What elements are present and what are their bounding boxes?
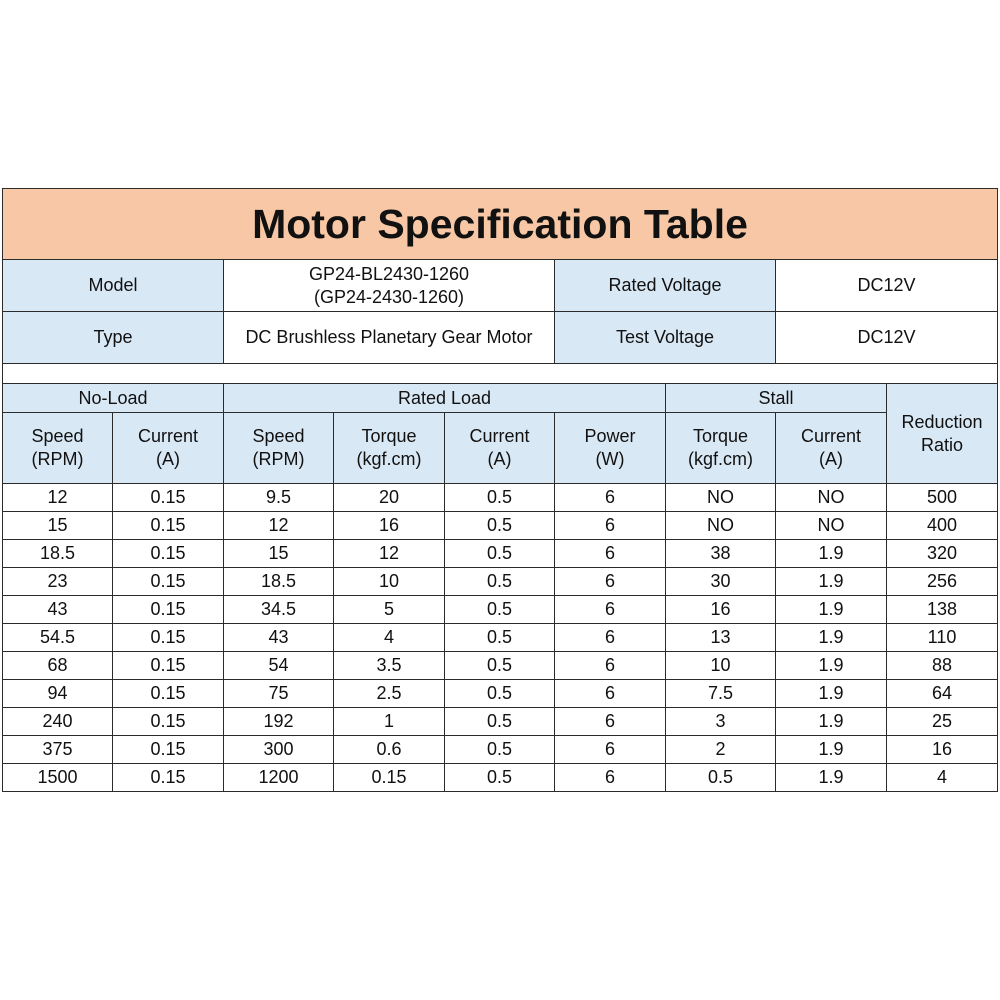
test-voltage-value: DC12V xyxy=(776,312,998,364)
rated-load-header: Rated Load xyxy=(224,384,666,413)
table-cell: 0.5 xyxy=(445,596,555,624)
table-cell: 375 xyxy=(3,736,113,764)
table-cell: 3 xyxy=(666,708,776,736)
table-row xyxy=(3,680,998,708)
table-cell: 0.15 xyxy=(113,736,224,764)
table-cell: 0.15 xyxy=(113,512,224,540)
table-cell: 0.5 xyxy=(445,652,555,680)
table-cell: 6 xyxy=(555,624,666,652)
column-header-line1: Speed xyxy=(252,426,305,446)
column-header-line1: Current xyxy=(469,426,530,446)
table-cell: 2 xyxy=(666,736,776,764)
table-cell: 18.5 xyxy=(224,568,334,596)
table-cell: 18.5 xyxy=(3,540,113,568)
motor-spec-table xyxy=(2,188,998,792)
table-cell: 1.9 xyxy=(776,624,887,652)
table-cell: 15 xyxy=(3,512,113,540)
table-cell: 64 xyxy=(887,680,998,708)
column-header-line2: (A) xyxy=(487,449,512,469)
table-cell: 15 xyxy=(224,540,334,568)
table-row xyxy=(3,764,998,792)
table-cell: 4 xyxy=(334,624,445,652)
type-label: Type xyxy=(3,312,224,364)
table-cell: NO xyxy=(666,484,776,512)
table-cell: 110 xyxy=(887,624,998,652)
table-cell: 30 xyxy=(666,568,776,596)
table-cell: 0.15 xyxy=(113,568,224,596)
table-cell: 12 xyxy=(334,540,445,568)
column-header-line1: Torque xyxy=(692,426,749,446)
reduction-ratio-line1: Reduction xyxy=(901,411,983,432)
table-cell: 1 xyxy=(334,708,445,736)
table-cell: 0.5 xyxy=(445,680,555,708)
column-header xyxy=(113,413,224,484)
table-cell: 10 xyxy=(334,568,445,596)
table-row xyxy=(3,568,998,596)
column-header-line2: (A) xyxy=(819,449,843,469)
table-cell: 3.5 xyxy=(334,652,445,680)
table-row xyxy=(3,540,998,568)
table-cell: 0.15 xyxy=(113,484,224,512)
column-header xyxy=(224,413,334,484)
table-cell: 1.9 xyxy=(776,764,887,792)
table-cell: 38 xyxy=(666,540,776,568)
table-cell: 0.15 xyxy=(113,540,224,568)
table-cell: 16 xyxy=(887,736,998,764)
table-cell: 0.15 xyxy=(113,596,224,624)
table-cell: 1.9 xyxy=(776,568,887,596)
column-header-line1: Current xyxy=(800,426,862,446)
table-cell: 6 xyxy=(555,512,666,540)
spacer-row xyxy=(3,364,998,384)
table-cell: 43 xyxy=(224,624,334,652)
table-cell: 6 xyxy=(555,596,666,624)
model-value-line2: (GP24-2430-1260) xyxy=(313,286,465,307)
column-header-line1: Speed xyxy=(31,426,84,446)
column-header xyxy=(555,413,666,484)
table-cell: NO xyxy=(666,512,776,540)
table-cell: 0.5 xyxy=(445,568,555,596)
table-title: Motor Specification Table xyxy=(3,189,998,260)
table-cell: 68 xyxy=(3,652,113,680)
table-cell: 320 xyxy=(887,540,998,568)
table-cell: 138 xyxy=(887,596,998,624)
reduction-ratio-line2: Ratio xyxy=(920,434,964,455)
table-cell: NO xyxy=(776,512,887,540)
column-header xyxy=(3,413,113,484)
rated-voltage-label: Rated Voltage xyxy=(555,260,776,312)
table-cell: 6 xyxy=(555,764,666,792)
column-header-line1: Torque xyxy=(361,426,417,446)
type-value: DC Brushless Planetary Gear Motor xyxy=(224,312,555,364)
subheader-row xyxy=(3,413,998,484)
table-cell: 6 xyxy=(555,736,666,764)
table-cell: 13 xyxy=(666,624,776,652)
table-cell: 7.5 xyxy=(666,680,776,708)
table-cell: 6 xyxy=(555,568,666,596)
table-row xyxy=(3,624,998,652)
table-cell: 1200 xyxy=(224,764,334,792)
table-cell: 9.5 xyxy=(224,484,334,512)
table-cell: 500 xyxy=(887,484,998,512)
column-header-line2: (RPM) xyxy=(252,449,305,469)
table-cell: 88 xyxy=(887,652,998,680)
table-cell: 54.5 xyxy=(3,624,113,652)
table-cell: 0.15 xyxy=(113,764,224,792)
column-header-line2: (W) xyxy=(595,449,625,469)
table-cell: 0.5 xyxy=(445,736,555,764)
table-cell: 34.5 xyxy=(224,596,334,624)
table-cell: 16 xyxy=(334,512,445,540)
table-cell: 1.9 xyxy=(776,540,887,568)
table-cell: 1.9 xyxy=(776,736,887,764)
model-label: Model xyxy=(3,260,224,312)
table-cell: 6 xyxy=(555,540,666,568)
table-cell: 0.5 xyxy=(445,708,555,736)
reduction-ratio-header xyxy=(887,384,998,484)
table-cell: 0.5 xyxy=(445,624,555,652)
column-header xyxy=(334,413,445,484)
table-row xyxy=(3,708,998,736)
table-cell: 4 xyxy=(887,764,998,792)
column-header-line2: (kgf.cm) xyxy=(688,449,753,469)
table-cell: 0.5 xyxy=(445,484,555,512)
column-header-line2: (RPM) xyxy=(31,449,84,469)
column-header xyxy=(445,413,555,484)
table-cell: 43 xyxy=(3,596,113,624)
model-value-line1: GP24-BL2430-1260 xyxy=(308,263,470,284)
table-cell: 20 xyxy=(334,484,445,512)
rated-voltage-value: DC12V xyxy=(776,260,998,312)
table-cell: 6 xyxy=(555,652,666,680)
column-header-line2: (kgf.cm) xyxy=(356,449,422,469)
table-cell: 25 xyxy=(887,708,998,736)
column-header-line1: Current xyxy=(137,426,199,446)
column-header-line2: (A) xyxy=(156,449,180,469)
table-cell: 5 xyxy=(334,596,445,624)
table-cell: 12 xyxy=(3,484,113,512)
stall-header: Stall xyxy=(666,384,887,413)
table-cell: 1.9 xyxy=(776,680,887,708)
table-row xyxy=(3,512,998,540)
table-cell: 0.5 xyxy=(666,764,776,792)
table-cell: 192 xyxy=(224,708,334,736)
table-cell: 23 xyxy=(3,568,113,596)
table-cell: 54 xyxy=(224,652,334,680)
table-cell: 6 xyxy=(555,680,666,708)
table-cell: 400 xyxy=(887,512,998,540)
table-row xyxy=(3,484,998,512)
table-cell: NO xyxy=(776,484,887,512)
table-cell: 300 xyxy=(224,736,334,764)
table-cell: 1.9 xyxy=(776,708,887,736)
table-cell: 0.15 xyxy=(113,652,224,680)
table-cell: 0.15 xyxy=(334,764,445,792)
table-row xyxy=(3,596,998,624)
table-cell: 6 xyxy=(555,484,666,512)
table-cell: 1.9 xyxy=(776,596,887,624)
table-cell: 2.5 xyxy=(334,680,445,708)
column-header xyxy=(776,413,887,484)
model-value xyxy=(224,260,555,312)
table-cell: 10 xyxy=(666,652,776,680)
table-cell: 0.5 xyxy=(445,540,555,568)
table-cell: 0.5 xyxy=(445,764,555,792)
table-cell: 12 xyxy=(224,512,334,540)
table-cell: 0.15 xyxy=(113,708,224,736)
table-cell: 0.15 xyxy=(113,680,224,708)
table-cell: 0.5 xyxy=(445,512,555,540)
table-cell: 240 xyxy=(3,708,113,736)
table-cell: 16 xyxy=(666,596,776,624)
column-header xyxy=(666,413,776,484)
column-header-line1: Power xyxy=(584,426,636,446)
table-cell: 6 xyxy=(555,708,666,736)
table-cell: 256 xyxy=(887,568,998,596)
table-cell: 1500 xyxy=(3,764,113,792)
no-load-header: No-Load xyxy=(3,384,224,413)
table-cell: 1.9 xyxy=(776,652,887,680)
table-cell: 0.15 xyxy=(113,624,224,652)
table-cell: 75 xyxy=(224,680,334,708)
table-row xyxy=(3,652,998,680)
test-voltage-label: Test Voltage xyxy=(555,312,776,364)
table-cell: 0.6 xyxy=(334,736,445,764)
table-row xyxy=(3,736,998,764)
table-cell: 94 xyxy=(3,680,113,708)
